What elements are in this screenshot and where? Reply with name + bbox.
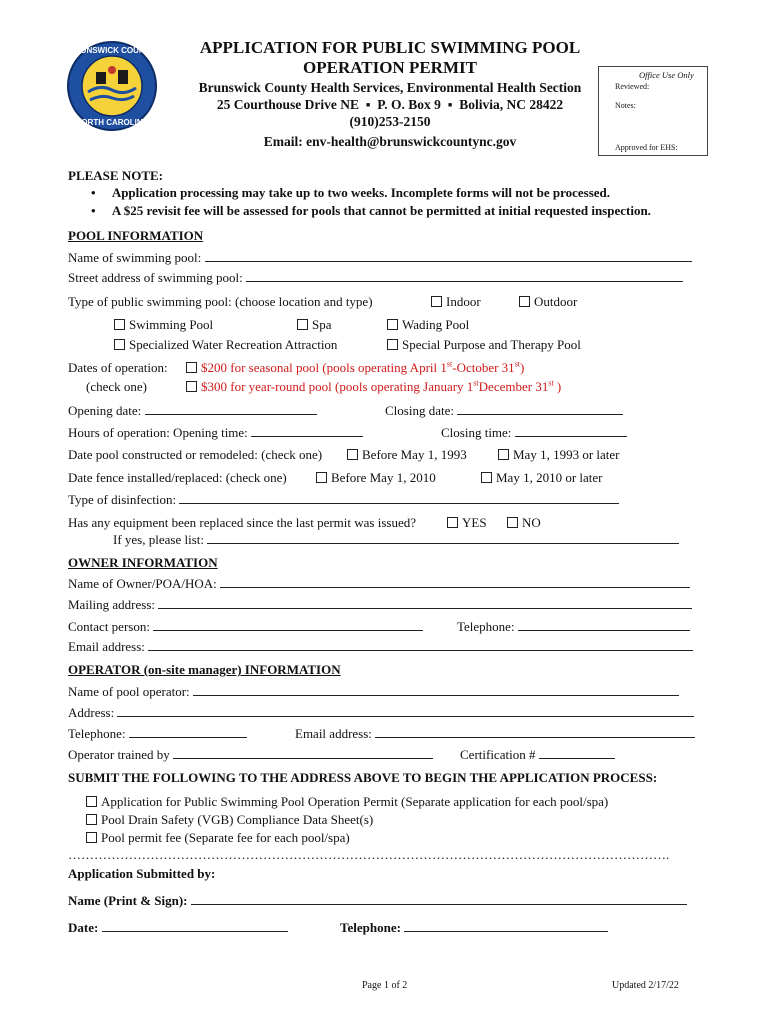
office-approved: Approved for EHS: [615, 143, 678, 152]
constructed-label: Date pool constructed or remodeled: (check one) [68, 447, 323, 462]
yearround-sup-2: st [548, 379, 554, 388]
outdoor-label: Outdoor [534, 294, 578, 309]
page-number: Page 1 of 2 [362, 980, 408, 991]
opening-date-field[interactable] [145, 403, 317, 415]
wading-pool-option [387, 317, 469, 333]
pool-name-field[interactable] [205, 250, 692, 262]
opening-time-label: Hours of operation: Opening time: [68, 425, 248, 440]
operator-address-field[interactable] [117, 705, 694, 717]
submit-item-3 [86, 830, 350, 846]
equipment-list-label: If yes, please list: [113, 532, 204, 547]
specialized-label: Specialized Water Recreation Attraction [129, 337, 338, 352]
operator-name-field[interactable] [193, 684, 679, 696]
closing-time-field[interactable] [515, 425, 627, 437]
cut-line-dots: …………………………………………………………………………………………………………………………. [68, 847, 670, 862]
certification-row [460, 747, 615, 763]
contact-field[interactable] [153, 619, 423, 631]
opening-date-label: Opening date: [68, 403, 142, 418]
after-2010-option [481, 470, 603, 486]
owner-telephone-row [457, 619, 690, 635]
owner-email-field[interactable] [148, 639, 693, 651]
operator-address-label: Address: [68, 705, 115, 720]
fence-label: Date fence installed/replaced: (check one) [68, 470, 287, 485]
yearround-text-b: December 31 [478, 379, 549, 395]
contact-label: Contact person: [68, 619, 150, 634]
before-1993-option [347, 447, 467, 463]
wading-pool-checkbox[interactable] [387, 319, 398, 330]
submitter-telephone-label: Telephone: [340, 920, 401, 935]
note-bullet-2: • A $25 revisit fee will be assessed for pools that cannot be permitted at initial requested inspection. [91, 203, 651, 218]
note-bullet-2-text: A $25 revisit fee will be assessed for pools that cannot be permitted at initial requested inspection. [111, 203, 651, 218]
disinfection-label: Type of disinfection: [68, 492, 177, 507]
submit-item-3-checkbox[interactable] [86, 832, 97, 843]
operator-name-row [68, 684, 679, 700]
equipment-yes-option [447, 515, 487, 531]
pool-street-field[interactable] [246, 270, 683, 282]
after-1993-label: May 1, 1993 or later [513, 447, 620, 462]
after-1993-checkbox[interactable] [498, 449, 509, 460]
equipment-no-label: NO [522, 515, 541, 530]
svg-text:NORTH CAROLINA: NORTH CAROLINA [75, 118, 149, 127]
spa-option [297, 317, 332, 333]
yearround-checkbox[interactable] [186, 381, 197, 392]
dates-label: Dates of operation: [68, 360, 168, 375]
equipment-list-row [113, 532, 679, 548]
disinfection-row [68, 492, 619, 508]
org-phone: (910)253-2150 [349, 114, 431, 129]
swimming-pool-checkbox[interactable] [114, 319, 125, 330]
updated-date: Updated 2/17/22 [612, 980, 679, 991]
before-2010-label: Before May 1, 2010 [331, 470, 436, 485]
date-field[interactable] [102, 920, 288, 932]
owner-telephone-field[interactable] [518, 619, 690, 631]
after-2010-label: May 1, 2010 or later [496, 470, 603, 485]
form-title-line1: APPLICATION FOR PUBLIC SWIMMING POOL [199, 38, 581, 57]
operator-name-label: Name of pool operator: [68, 684, 190, 699]
equipment-no-checkbox[interactable] [507, 517, 518, 528]
date-label: Date: [68, 920, 99, 935]
owner-name-row [68, 576, 690, 592]
seasonal-option [186, 360, 524, 376]
pool-street-label: Street address of swimming pool: [68, 270, 243, 285]
before-1993-checkbox[interactable] [347, 449, 358, 460]
special-purpose-option [387, 337, 581, 353]
seasonal-text-a: $200 for seasonal pool (pools operating April 1 [201, 360, 447, 376]
equipment-yes-checkbox[interactable] [447, 517, 458, 528]
contact-row [68, 619, 423, 635]
pool-street-row [68, 270, 683, 286]
owner-telephone-label: Telephone: [457, 619, 515, 634]
closing-date-label: Closing date: [385, 403, 454, 418]
submit-item-1-checkbox[interactable] [86, 796, 97, 807]
indoor-option [431, 294, 481, 310]
seasonal-sup-1: st [446, 360, 453, 369]
owner-name-label: Name of Owner/POA/HOA: [68, 576, 217, 591]
equipment-list-field[interactable] [207, 532, 679, 544]
pool-name-row [68, 250, 692, 266]
submit-item-1-label: Application for Public Swimming Pool Operation Permit (Separate application for each pool/spa) [101, 794, 609, 809]
certification-label: Certification # [460, 747, 536, 762]
mailing-label: Mailing address: [68, 597, 156, 612]
trained-by-label: Operator trained by [68, 747, 170, 762]
svg-text:BRUNSWICK COUNTY: BRUNSWICK COUNTY [69, 46, 155, 55]
special-purpose-checkbox[interactable] [387, 339, 398, 350]
submit-item-2-label: Pool Drain Safety (VGB) Compliance Data Sheet(s) [101, 812, 374, 827]
operator-telephone-row [68, 726, 247, 742]
check-one-label: (check one) [86, 379, 147, 394]
seasonal-text-c: ) [520, 360, 525, 376]
submit-item-3-label: Pool permit fee (Separate fee for each pool/spa) [101, 830, 350, 845]
specialized-checkbox[interactable] [114, 339, 125, 350]
wading-pool-label: Wading Pool [402, 317, 470, 332]
spa-label: Spa [312, 317, 332, 332]
yearround-text-c: ) [553, 379, 562, 395]
swimming-pool-label: Swimming Pool [129, 317, 214, 332]
org-name: Brunswick County Health Services, Environmental Health Section [198, 80, 582, 95]
owner-name-field[interactable] [220, 576, 690, 588]
swimming-pool-option [114, 317, 213, 333]
mailing-row [68, 597, 692, 613]
form-title-line2: OPERATION PERMIT [303, 58, 477, 77]
closing-time-row [441, 425, 627, 441]
opening-time-field[interactable] [251, 425, 363, 437]
yearround-option [186, 379, 561, 395]
closing-time-label: Closing time: [441, 425, 512, 440]
closing-date-field[interactable] [457, 403, 623, 415]
operator-email-row [295, 726, 695, 742]
opening-time-row [68, 425, 363, 441]
owner-email-row [68, 639, 693, 655]
pool-name-label: Name of swimming pool: [68, 250, 202, 265]
operator-address-row [68, 705, 694, 721]
owner-email-label: Email address: [68, 639, 145, 654]
address-street: 25 Courthouse Drive NE [216, 97, 359, 112]
submit-heading: SUBMIT THE FOLLOWING TO THE ADDRESS ABOVE TO BEGIN THE APPLICATION PROCESS: [68, 770, 658, 785]
before-1993-label: Before May 1, 1993 [362, 447, 467, 462]
seasonal-label [201, 360, 524, 375]
note-bullet-1-text: Application processing may take up to two weeks. Incomplete forms will not be processed. [111, 185, 611, 200]
specialized-option [114, 337, 337, 353]
after-2010-checkbox[interactable] [481, 472, 492, 483]
outdoor-option [519, 294, 577, 310]
operator-telephone-label: Telephone: [68, 726, 126, 741]
office-notes: Notes: [615, 101, 636, 110]
owner-info-heading: OWNER INFORMATION [68, 555, 218, 570]
county-seal-logo [66, 40, 158, 132]
closing-date-row [385, 403, 623, 419]
disinfection-field[interactable] [179, 492, 619, 504]
outdoor-checkbox[interactable] [519, 296, 530, 307]
trained-by-row [68, 747, 433, 763]
before-2010-checkbox[interactable] [316, 472, 327, 483]
after-1993-option [498, 447, 620, 463]
office-use-title: Office Use Only [639, 70, 694, 80]
note-heading: PLEASE NOTE: [68, 168, 163, 183]
before-2010-option [316, 470, 436, 486]
equipment-yes-label: YES [462, 515, 487, 530]
yearround-text-a: $300 for year-round pool (pools operating January 1 [201, 379, 474, 395]
seasonal-checkbox[interactable] [186, 362, 197, 373]
opening-date-row [68, 403, 317, 419]
pool-type-label: Type of public swimming pool: (choose location and type) [68, 294, 373, 309]
operator-email-label: Email address: [295, 726, 372, 741]
submit-item-2 [86, 812, 373, 828]
submit-item-1 [86, 794, 608, 810]
name-sign-label: Name (Print & Sign): [68, 893, 188, 908]
operator-email-field[interactable] [375, 726, 695, 738]
office-use-box [598, 66, 708, 156]
yearround-sup-1: st [473, 379, 479, 388]
equipment-label: Has any equipment been replaced since the last permit was issued? [68, 515, 416, 530]
name-sign-field[interactable] [191, 893, 687, 905]
office-reviewed: Reviewed: [615, 82, 650, 91]
mailing-field[interactable] [158, 597, 692, 609]
submitted-by-heading: Application Submitted by: [68, 866, 216, 881]
yearround-label [201, 379, 561, 394]
org-address: 25 Courthouse Drive NE ▪ P. O. Box 9 ▪ Bolivia, NC 28422 [216, 97, 564, 112]
operator-telephone-field[interactable] [129, 726, 247, 738]
seasonal-text-b: -October 31 [452, 360, 515, 376]
equipment-no-option [507, 515, 541, 531]
name-sign-row [68, 893, 687, 909]
submitter-telephone-field[interactable] [404, 920, 608, 932]
pool-info-heading: POOL INFORMATION [68, 228, 204, 243]
special-purpose-label: Special Purpose and Therapy Pool [402, 337, 581, 352]
address-city: Bolivia, NC 28422 [459, 97, 564, 112]
indoor-checkbox[interactable] [431, 296, 442, 307]
org-email: Email: env-health@brunswickcountync.gov [263, 134, 517, 149]
address-pobox: P. O. Box 9 [377, 97, 441, 112]
indoor-label: Indoor [446, 294, 481, 309]
date-row [68, 920, 288, 936]
submitter-telephone-row [340, 920, 608, 936]
note-bullet-1: • Application processing may take up to two weeks. Incomplete forms will not be processed. [91, 185, 611, 200]
submit-item-2-checkbox[interactable] [86, 814, 97, 825]
trained-by-field[interactable] [173, 747, 433, 759]
operator-info-heading: OPERATOR (on-site manager) INFORMATION [68, 662, 341, 677]
spa-checkbox[interactable] [297, 319, 308, 330]
seasonal-sup-2: st [514, 360, 521, 369]
certification-field[interactable] [539, 747, 615, 759]
